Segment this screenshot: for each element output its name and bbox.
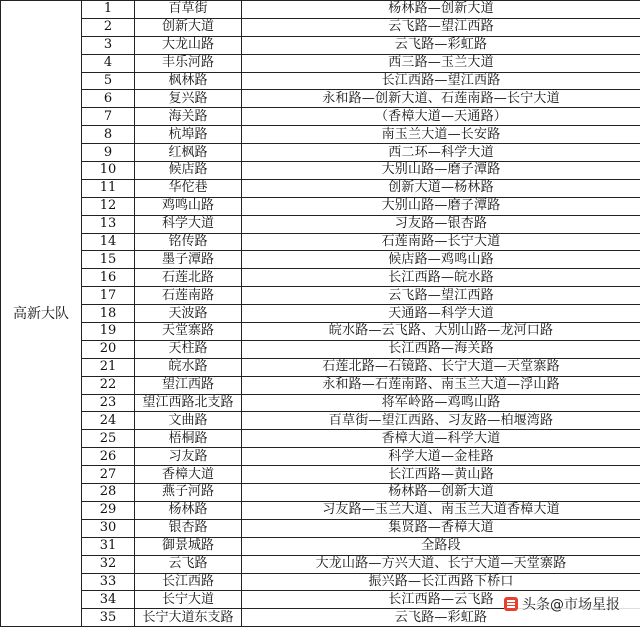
row-number-cell: 10 xyxy=(82,162,135,180)
road-name-cell: 皖水路 xyxy=(135,358,242,376)
table-row xyxy=(1,1,640,19)
road-name-cell: 天堂寨路 xyxy=(135,323,242,341)
table-row xyxy=(1,537,640,555)
road-section-cell: 长江西路—黄山路 xyxy=(242,466,640,484)
road-name-cell: 丰乐河路 xyxy=(135,54,242,72)
road-section-cell: 全路段 xyxy=(242,537,640,555)
table-row xyxy=(1,555,640,573)
table-row xyxy=(1,72,640,90)
row-number-cell: 7 xyxy=(82,108,135,126)
road-name-cell: 枫林路 xyxy=(135,72,242,90)
road-name-cell: 香樟大道 xyxy=(135,466,242,484)
road-name-cell: 石莲南路 xyxy=(135,287,242,305)
road-section-cell: 云飞路—彩虹路 xyxy=(242,609,640,627)
road-name-cell: 文曲路 xyxy=(135,412,242,430)
row-number-cell: 30 xyxy=(82,519,135,537)
table-row xyxy=(1,215,640,233)
table-row xyxy=(1,448,640,466)
row-number-cell: 23 xyxy=(82,394,135,412)
row-number-cell: 5 xyxy=(82,72,135,90)
row-number-cell: 24 xyxy=(82,412,135,430)
road-section-cell: 长江西路—云飞路 xyxy=(242,591,640,609)
road-name-cell: 银杏路 xyxy=(135,519,242,537)
table-row xyxy=(1,126,640,144)
road-section-cell: 大别山路—磨子潭路 xyxy=(242,162,640,180)
road-name-cell: 天柱路 xyxy=(135,340,242,358)
road-name-cell: 百草街 xyxy=(135,1,242,19)
road-name-cell: 长江西路 xyxy=(135,573,242,591)
table-row xyxy=(1,90,640,108)
row-number-cell: 8 xyxy=(82,126,135,144)
row-number-cell: 29 xyxy=(82,501,135,519)
row-number-cell: 2 xyxy=(82,18,135,36)
road-section-cell: 振兴路—长江西路下桥口 xyxy=(242,573,640,591)
road-section-cell: 云飞路—彩虹路 xyxy=(242,36,640,54)
row-number-cell: 33 xyxy=(82,573,135,591)
road-name-cell: 习友路 xyxy=(135,448,242,466)
row-number-cell: 32 xyxy=(82,555,135,573)
road-section-cell: 习友路—玉兰大道、南玉兰大道香樟大道 xyxy=(242,501,640,519)
road-name-cell: 鸡鸣山路 xyxy=(135,197,242,215)
watermark xyxy=(504,591,640,617)
road-name-cell: 石莲北路 xyxy=(135,269,242,287)
row-number-cell: 4 xyxy=(82,54,135,72)
row-number-cell: 11 xyxy=(82,179,135,197)
table-row xyxy=(1,412,640,430)
watermark-text: 头条@市场星报 xyxy=(522,597,620,613)
road-section-cell: 石莲南路—长宁大道 xyxy=(242,233,640,251)
row-number-cell: 22 xyxy=(82,376,135,394)
road-section-cell: 大龙山路—方兴大道、长宁大道—天堂寨路 xyxy=(242,555,640,573)
road-section-cell: 石莲北路—石镜路、长宁大道—天堂寨路 xyxy=(242,358,640,376)
road-section-cell: 南玉兰大道—长安路 xyxy=(242,126,640,144)
road-name-cell: 望江西路北支路 xyxy=(135,394,242,412)
road-name-cell: 望江西路 xyxy=(135,376,242,394)
row-number-cell: 31 xyxy=(82,537,135,555)
road-name-cell: 铭传路 xyxy=(135,233,242,251)
road-name-cell: 杨林路 xyxy=(135,501,242,519)
row-number-cell: 14 xyxy=(82,233,135,251)
road-name-cell: 杭埠路 xyxy=(135,126,242,144)
row-number-cell: 34 xyxy=(82,591,135,609)
road-name-cell: 御景城路 xyxy=(135,537,242,555)
table-row xyxy=(1,144,640,162)
road-name-cell: 红枫路 xyxy=(135,144,242,162)
table-row xyxy=(1,358,640,376)
row-number-cell: 35 xyxy=(82,609,135,627)
table-row xyxy=(1,484,640,502)
table-body xyxy=(1,1,640,627)
road-name-cell: 墨子潭路 xyxy=(135,251,242,269)
road-section-cell: 大别山路—磨子潭路 xyxy=(242,197,640,215)
table-row xyxy=(1,287,640,305)
row-number-cell: 26 xyxy=(82,448,135,466)
table-row xyxy=(1,108,640,126)
road-section-cell: 长江西路—海关路 xyxy=(242,340,640,358)
table-row xyxy=(1,573,640,591)
table-row xyxy=(1,18,640,36)
road-section-cell: 香樟大道—科学大道 xyxy=(242,430,640,448)
road-section-cell: 集贤路—香樟大道 xyxy=(242,519,640,537)
road-section-cell: 云飞路—望江西路 xyxy=(242,18,640,36)
road-name-cell: 海关路 xyxy=(135,108,242,126)
road-section-cell: 杨林路—创新大道 xyxy=(242,1,640,19)
road-section-cell: 候店路—鸡鸣山路 xyxy=(242,251,640,269)
table-row xyxy=(1,54,640,72)
row-number-cell: 20 xyxy=(82,340,135,358)
table-row xyxy=(1,340,640,358)
road-section-cell: 云飞路—望江西路 xyxy=(242,287,640,305)
road-name-cell: 创新大道 xyxy=(135,18,242,36)
road-name-cell: 长宁大道 xyxy=(135,591,242,609)
road-section-cell: 长江西路—望江西路 xyxy=(242,72,640,90)
road-name-cell: 云飞路 xyxy=(135,555,242,573)
row-number-cell: 18 xyxy=(82,305,135,323)
road-name-cell: 复兴路 xyxy=(135,90,242,108)
road-section-cell: 习友路—银杏路 xyxy=(242,215,640,233)
road-section-cell: 西二环—科学大道 xyxy=(242,144,640,162)
road-name-cell: 华佗巷 xyxy=(135,179,242,197)
table-row xyxy=(1,430,640,448)
road-name-cell: 燕子河路 xyxy=(135,484,242,502)
road-section-cell: 创新大道—杨林路 xyxy=(242,179,640,197)
toutiao-logo-icon xyxy=(504,597,518,611)
row-number-cell: 25 xyxy=(82,430,135,448)
row-number-cell: 17 xyxy=(82,287,135,305)
road-section-cell: （香樟大道—天通路） xyxy=(242,108,640,126)
road-section-cell: 长江西路—皖水路 xyxy=(242,269,640,287)
road-section-cell: 科学大道—金桂路 xyxy=(242,448,640,466)
row-number-cell: 15 xyxy=(82,251,135,269)
table-row xyxy=(1,305,640,323)
table-row xyxy=(1,36,640,54)
road-section-cell: 永和路—创新大道、石莲南路—长宁大道 xyxy=(242,90,640,108)
table-row xyxy=(1,501,640,519)
row-number-cell: 9 xyxy=(82,144,135,162)
row-number-cell: 27 xyxy=(82,466,135,484)
table-row xyxy=(1,179,640,197)
row-number-cell: 6 xyxy=(82,90,135,108)
road-section-cell: 将军岭路—鸡鸣山路 xyxy=(242,394,640,412)
row-number-cell: 21 xyxy=(82,358,135,376)
road-section-cell: 百草街—望江西路、习友路—柏堰湾路 xyxy=(242,412,640,430)
road-section-cell: 永和路—石莲南路、南玉兰大道—浮山路 xyxy=(242,376,640,394)
table-row xyxy=(1,233,640,251)
road-section-cell: 天通路—科学大道 xyxy=(242,305,640,323)
road-name-cell: 大龙山路 xyxy=(135,36,242,54)
row-number-cell: 28 xyxy=(82,484,135,502)
row-number-cell: 16 xyxy=(82,269,135,287)
row-number-cell: 19 xyxy=(82,323,135,341)
table-row xyxy=(1,519,640,537)
table-row xyxy=(1,323,640,341)
table-row xyxy=(1,251,640,269)
table-row xyxy=(1,269,640,287)
table-row xyxy=(1,394,640,412)
team-name-cell: 高新大队 xyxy=(1,1,82,627)
road-section-cell: 西三路—玉兰大道 xyxy=(242,54,640,72)
road-name-cell: 梧桐路 xyxy=(135,430,242,448)
road-section-cell: 杨林路—创新大道 xyxy=(242,484,640,502)
table-row xyxy=(1,197,640,215)
road-name-cell: 天波路 xyxy=(135,305,242,323)
table-row xyxy=(1,466,640,484)
table-row xyxy=(1,162,640,180)
road-name-cell: 候店路 xyxy=(135,162,242,180)
road-section-cell: 皖水路—云飞路、大别山路—龙河口路 xyxy=(242,323,640,341)
row-number-cell: 13 xyxy=(82,215,135,233)
row-number-cell: 3 xyxy=(82,36,135,54)
road-name-cell: 长宁大道东支路 xyxy=(135,609,242,627)
row-number-cell: 1 xyxy=(82,1,135,19)
table-row xyxy=(1,376,640,394)
road-name-cell: 科学大道 xyxy=(135,215,242,233)
row-number-cell: 12 xyxy=(82,197,135,215)
